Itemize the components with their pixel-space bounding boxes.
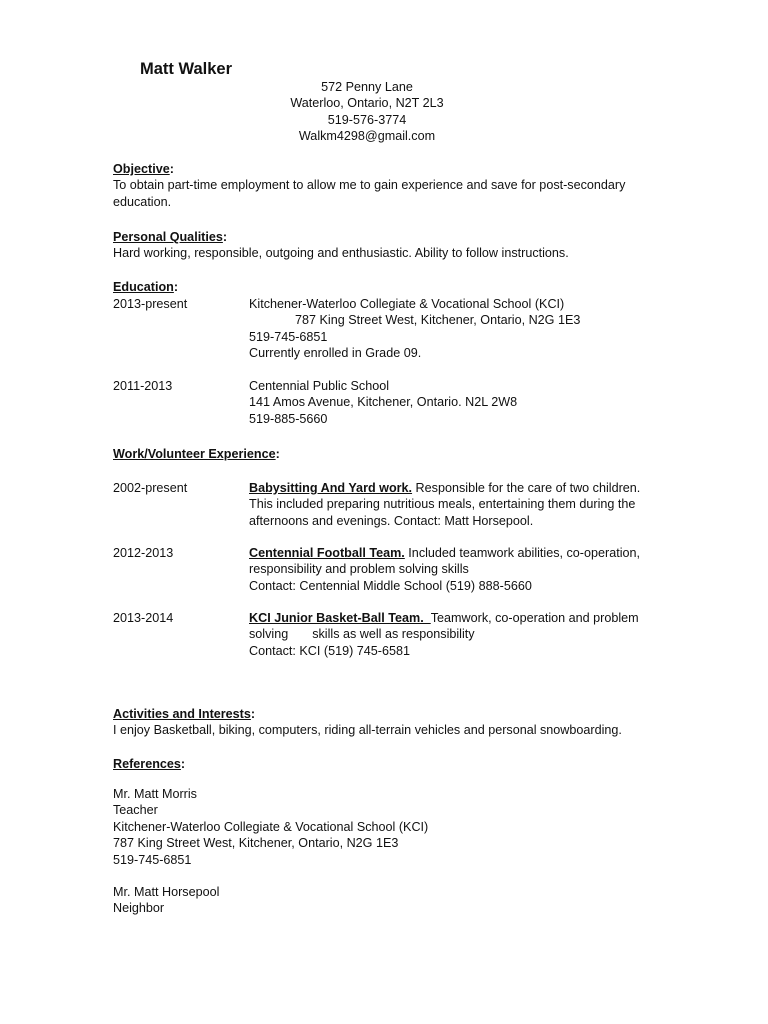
education-date: 2011-2013 — [113, 379, 173, 393]
activities-text: I enjoy Basketball, biking, computers, riding all-terrain vehicles and personal snowboarding. — [113, 723, 622, 738]
work-description: Responsible for the care of two children. — [412, 481, 641, 495]
work-description: skills as well as responsibility — [312, 627, 475, 642]
address-line-2: Waterloo, Ontario, N2T 2L3 — [290, 96, 444, 111]
work-title: Babysitting And Yard work. — [249, 481, 413, 495]
school-address: 787 King Street West, Kitchener, Ontario, N2G 1E3 — [295, 313, 581, 328]
education-date: 2013-present — [113, 297, 188, 311]
work-date: 2012-2013 — [113, 546, 174, 560]
reference-role: Teacher — [113, 803, 158, 818]
address-line-1: 572 Penny Lane — [321, 80, 413, 94]
work-heading-line: Work/Volunteer Experience: — [113, 447, 280, 461]
objective-text: To obtain part-time employment to allow me to gain experience and save for post-secondary education. — [113, 178, 626, 209]
qualities-heading: Personal Qualities — [113, 230, 223, 244]
qualities-section: Personal Qualities: Hard working, responsible, outgoing and enthusiastic. Ability to follow instructions. — [113, 229, 683, 262]
reference-entry — [113, 884, 683, 917]
reference-address: 787 King Street West, Kitchener, Ontario, N2G 1E3 — [113, 836, 399, 851]
work-description: responsibility and problem solving skills — [249, 562, 469, 577]
work-contact: Contact: KCI (519) 745-6581 — [249, 643, 411, 658]
reference-name: Mr. Matt Morris — [113, 787, 197, 801]
activities-heading: Activities and Interests — [113, 707, 251, 721]
work-description: Teamwork, co-operation and problem — [430, 611, 639, 625]
work-heading: Work/Volunteer Experience — [113, 447, 276, 461]
work-description: solving — [249, 627, 289, 642]
phone-number: 519-576-3774 — [327, 112, 407, 127]
work-date: 2002-present — [113, 481, 188, 495]
work-description: This included preparing nutritious meals, entertaining them during the — [249, 497, 636, 512]
school-phone: 519-745-6851 — [249, 329, 328, 344]
education-heading: Education — [113, 280, 174, 294]
school-phone: 519-885-5660 — [249, 411, 328, 426]
school-note: Currently enrolled in Grade 09. — [249, 346, 422, 361]
applicant-name: Matt Walker — [140, 60, 232, 78]
work-title: Centennial Football Team. — [249, 546, 405, 560]
reference-entry — [113, 786, 683, 868]
reference-role: Neighbor — [113, 901, 165, 916]
work-contact: afternoons and evenings. Contact: Matt Horsepool. — [249, 513, 534, 528]
work-description: Included teamwork abilities, co-operation, — [404, 546, 641, 560]
references-heading: References — [113, 757, 181, 771]
qualities-text: Hard working, responsible, outgoing and enthusiastic. Ability to follow instructions. — [113, 246, 569, 261]
reference-name: Mr. Matt Horsepool — [113, 885, 220, 899]
contact-block — [200, 79, 534, 144]
school-name: Kitchener-Waterloo Collegiate & Vocational School (KCI) — [249, 297, 565, 311]
work-title: KCI Junior Basket-Ball Team. — [249, 611, 431, 625]
references-section: References: — [113, 757, 186, 771]
education-heading-line: Education: — [113, 280, 179, 294]
school-name: Centennial Public School — [249, 379, 390, 393]
reference-phone: 519-745-6851 — [113, 852, 192, 867]
reference-org: Kitchener-Waterloo Collegiate & Vocational School (KCI) — [113, 819, 429, 834]
objective-section: Objective: To obtain part-time employment to allow me to gain experience and save for post-secondary education. — [113, 161, 683, 210]
email-address: Walkm4298@gmail.com — [298, 128, 436, 143]
school-address: 141 Amos Avenue, Kitchener, Ontario. N2L 2W8 — [249, 395, 518, 410]
activities-section: Activities and Interests: I enjoy Basketball, biking, computers, riding all-terrain vehicles and personal snowboarding. — [113, 706, 683, 739]
work-contact: Contact: Centennial Middle School (519) 888-5660 — [249, 578, 532, 593]
objective-heading: Objective — [113, 162, 170, 176]
work-date: 2013-2014 — [113, 611, 174, 625]
